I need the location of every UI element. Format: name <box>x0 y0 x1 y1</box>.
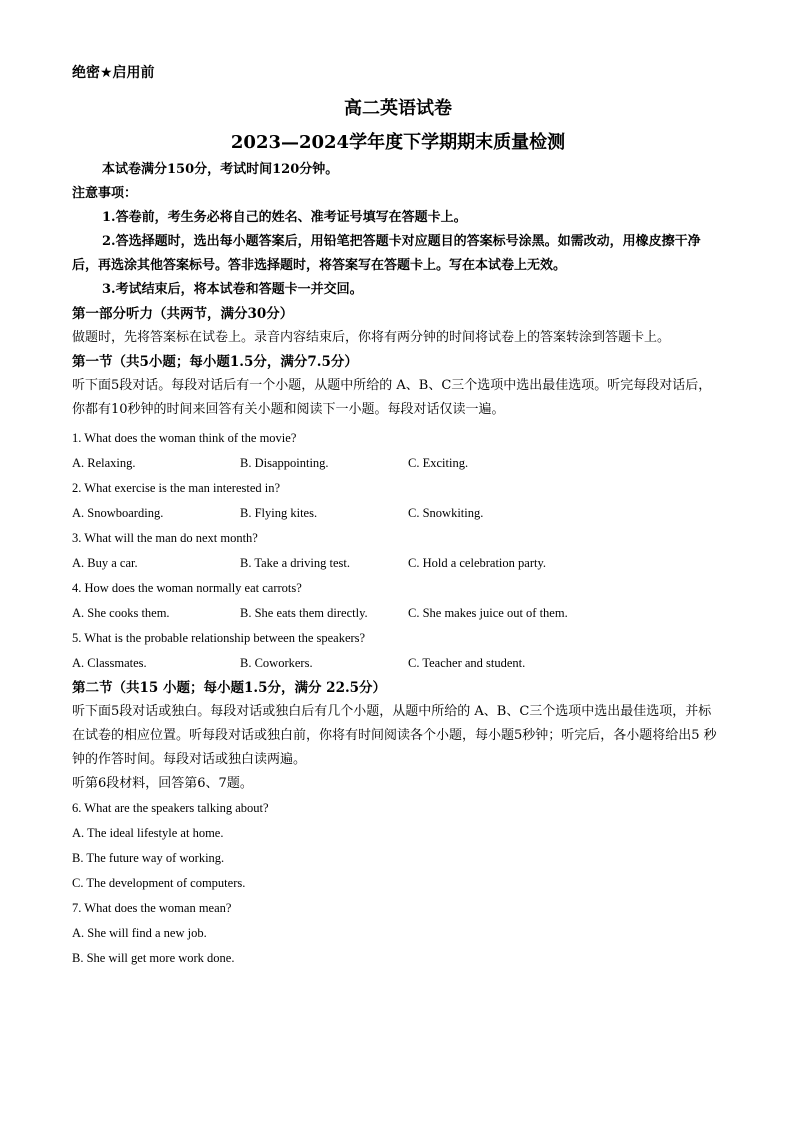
question-4: 4. How does the woman normally eat carrots? <box>72 581 302 595</box>
part1-instruction: 做题时，先将答案标在试卷上。录音内容结束后，你将有两分钟的时间将试卷上的答案转涂到答题卡上。 <box>72 330 671 345</box>
notice-item-2: 2.答选择题时，选出每小题答案后，用铅笔把答题卡对应题目的答案标号涂黑。如需改动，用橡皮擦干净后，再选涂其他答案标号。答非选择题时，将答案写在答题卡上。写在本试卷上无效。 <box>72 234 701 273</box>
option-c: C. She makes juice out of them. <box>408 606 568 620</box>
question-7-option-b: B. She will get more work done. <box>72 951 235 965</box>
notice-item-3: 3.考试结束后，将本试卷和答题卡一并交回。 <box>102 282 363 297</box>
option-b: B. Disappointing. <box>240 456 329 470</box>
notice-heading: 注意事项： <box>72 186 138 201</box>
option-a: A. Classmates. <box>72 656 147 670</box>
question-3-options <box>72 551 724 576</box>
option-c: C. Exciting. <box>408 456 469 470</box>
question-3: 3. What will the man do next month? <box>72 531 258 545</box>
exam-page <box>72 62 724 971</box>
question-5-options <box>72 651 724 676</box>
option-b: B. She eats them directly. <box>240 606 368 620</box>
material-6-instruction: 听第6段材料，回答第6、7题。 <box>72 776 253 791</box>
option-c: C. Teacher and student. <box>408 656 526 670</box>
question-1: 1. What does the woman think of the movie? <box>72 431 297 445</box>
question-4-options <box>72 601 724 626</box>
exam-title: 高二英语试卷 <box>344 98 452 119</box>
question-1-options <box>72 451 724 476</box>
option-a: A. Snowboarding. <box>72 506 164 520</box>
option-c: C. Hold a celebration party. <box>408 556 547 570</box>
option-a: A. She cooks them. <box>72 606 170 620</box>
question-7: 7. What does the woman mean? <box>72 901 232 915</box>
question-6-option-c: C. The development of computers. <box>72 876 246 890</box>
section1-heading: 第一节（共5小题；每小题1.5分，满分7.5分） <box>72 354 358 370</box>
option-a: A. Buy a car. <box>72 556 138 570</box>
question-7-option-a: A. She will find a new job. <box>72 926 207 940</box>
option-b: B. Flying kites. <box>240 506 318 520</box>
question-2-options <box>72 501 724 526</box>
question-6-option-b: B. The future way of working. <box>72 851 225 865</box>
section1-instruction: 听下面5段对话。每段对话后有一个小题，从题中所给的 A、B、C三个选项中选出最佳选项。听完每段对话后，你都有10秒钟的时间来回答有关小题和阅读下一小题。每段对话仅读一遍。 <box>72 378 712 417</box>
exam-subtitle: 2023—2024学年度下学期期末质量检测 <box>230 132 566 153</box>
question-2: 2. What exercise is the man interested in? <box>72 481 281 495</box>
option-b: B. Take a driving test. <box>240 556 350 570</box>
section2-heading: 第二节（共15 小题；每小题1.5分，满分 22.5分） <box>72 680 387 696</box>
option-a: A. Relaxing. <box>72 456 136 470</box>
notice-item-1: 1.答卷前，考生务必将自己的姓名、准考证号填写在答题卡上。 <box>102 210 467 225</box>
question-6: 6. What are the speakers talking about? <box>72 801 269 815</box>
question-5: 5. What is the probable relationship between the speakers? <box>72 631 366 645</box>
confidential-mark: 绝密★启用前 <box>72 65 155 81</box>
part1-heading: 第一部分听力（共两节，满分30分） <box>72 306 294 322</box>
question-6-option-a: A. The ideal lifestyle at home. <box>72 826 224 840</box>
section2-instruction: 听下面5段对话或独白。每段对话或独白后有几个小题，从题中所给的 A、B、C三个选项中选出最佳选项，并标在试卷的相应位置。听每段对话或独白前，你将有时间阅读各个小题，每小题5秒钟；听完后，各小题将给出5 秒钟的作答时间。每段对话或独白读两遍。 <box>72 704 717 767</box>
option-c: C. Snowkiting. <box>408 506 484 520</box>
option-b: B. Coworkers. <box>240 656 313 670</box>
exam-intro: 本试卷满分150分，考试时间120分钟。 <box>102 162 339 177</box>
